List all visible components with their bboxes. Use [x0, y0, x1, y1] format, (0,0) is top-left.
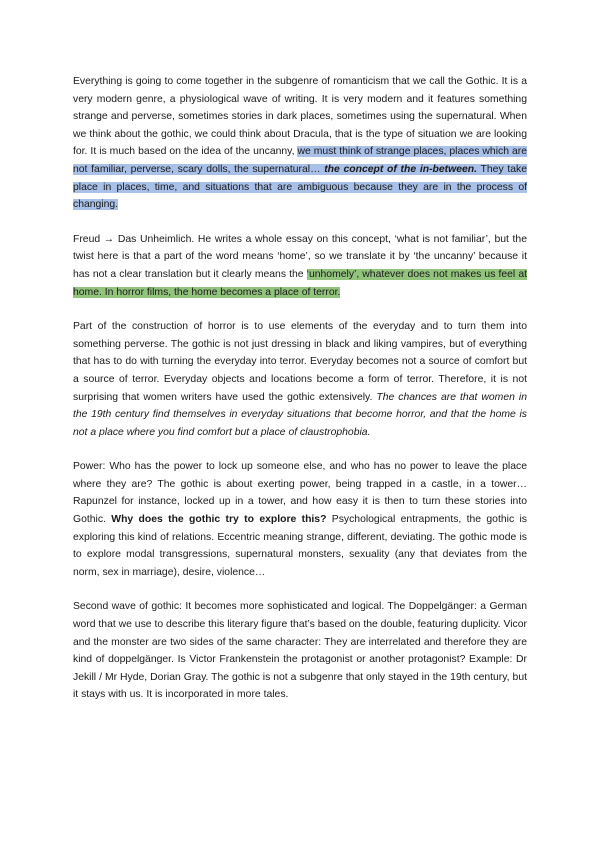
text-run: Part of the construction of horror is to use elements of the everyday and to turn them into something perverse. The gothic is not just dressing in black and liking vampires, but of everything that has to do with turning the everyday into terror. Everyday becomes not a source of comfort but a source of terror. Everyday objects and locations become a form of terror. Therefore, it is not surprising that women writers have used the gothic extensively. [73, 321, 527, 403]
text-run: Psychological entrapments, the gothic is exploring this kind of relations. Eccentric meaning strange, different, deviating. The gothic mode is to explore modal transgressions, supernatural monsters, sexuality (any that deviates from the norm, sex in marriage), desire, violence… [73, 514, 527, 578]
paragraph-power [73, 458, 527, 581]
highlight-green: ‘unhomely’, whatever does not makes us feel at home. In horror films, the home becomes a place of terror. [73, 268, 527, 298]
text-run: Second wave of gothic: It becomes more sophisticated and logical. The Doppelgänger: a German word that we use to describe this literary figure that’s based on the double, featuring duplicity. Vicor and the monster are two sides of the same character: They are interrelated and therefore they are kind of doppelgänger. Is Victor Frankenstein the protagonist or another protagonist? Example: Dr Jekill / Mr Hyde, Dorian Gray. The gothic is not a subgenre that only stayed in the 19th century, but it stays with us. It is incorporated in more tales. [73, 601, 527, 701]
text-run: Power: Who has the power to lock up someone else, and who has no power to leave the place where they are? The gothic is about exerting power, being trapped in a castle, in a tower… Rapunzel for instance, locked up in a tower, and how easy it is then to turn these stories into Gothic. [73, 461, 527, 526]
paragraph-gothic-intro [73, 73, 527, 214]
italic-women-writers: The chances are that women in the 19th century find themselves in everyday situations that become horror, and that the home is not a place where you find comfort but a place of claustrophobia. [73, 391, 527, 438]
bold-question: Why does the gothic try to explore this? [111, 514, 327, 526]
document-body [73, 73, 527, 721]
text-run: Freud → Das Unheimlich. He writes a whole essay on this concept, ‘what is not familiar’, but the twist here is that a part of the word means ‘home’, so we translate it by ‘the uncanny’ because it has not a clear translation but it clearly means the [73, 233, 527, 280]
paragraph-freud [73, 231, 527, 301]
text-run: we must think of strange places, places which are not familiar, perverse, scary dolls, the supernatural… [73, 146, 527, 175]
paragraph-second-wave [73, 598, 527, 704]
paragraph-everyday-horror [73, 318, 527, 441]
text-run: They take place in places, time, and situations that are ambiguous because they are in the process of changing. [73, 163, 527, 211]
text-run: Everything is going to come together in the subgenre of romanticism that we call the Gothic. It is a very modern genre, a physiological wave of writing. It is very modern and it features something strange and perverse, sometimes stories in dark places, sometimes using the supernatural. When we think about the gothic, we could think about Dracula, that is the type of situation we are looking for. It is much based on the idea of the uncanny, [73, 76, 527, 158]
emphasis-in-between: the concept of the in-between. [324, 163, 478, 175]
